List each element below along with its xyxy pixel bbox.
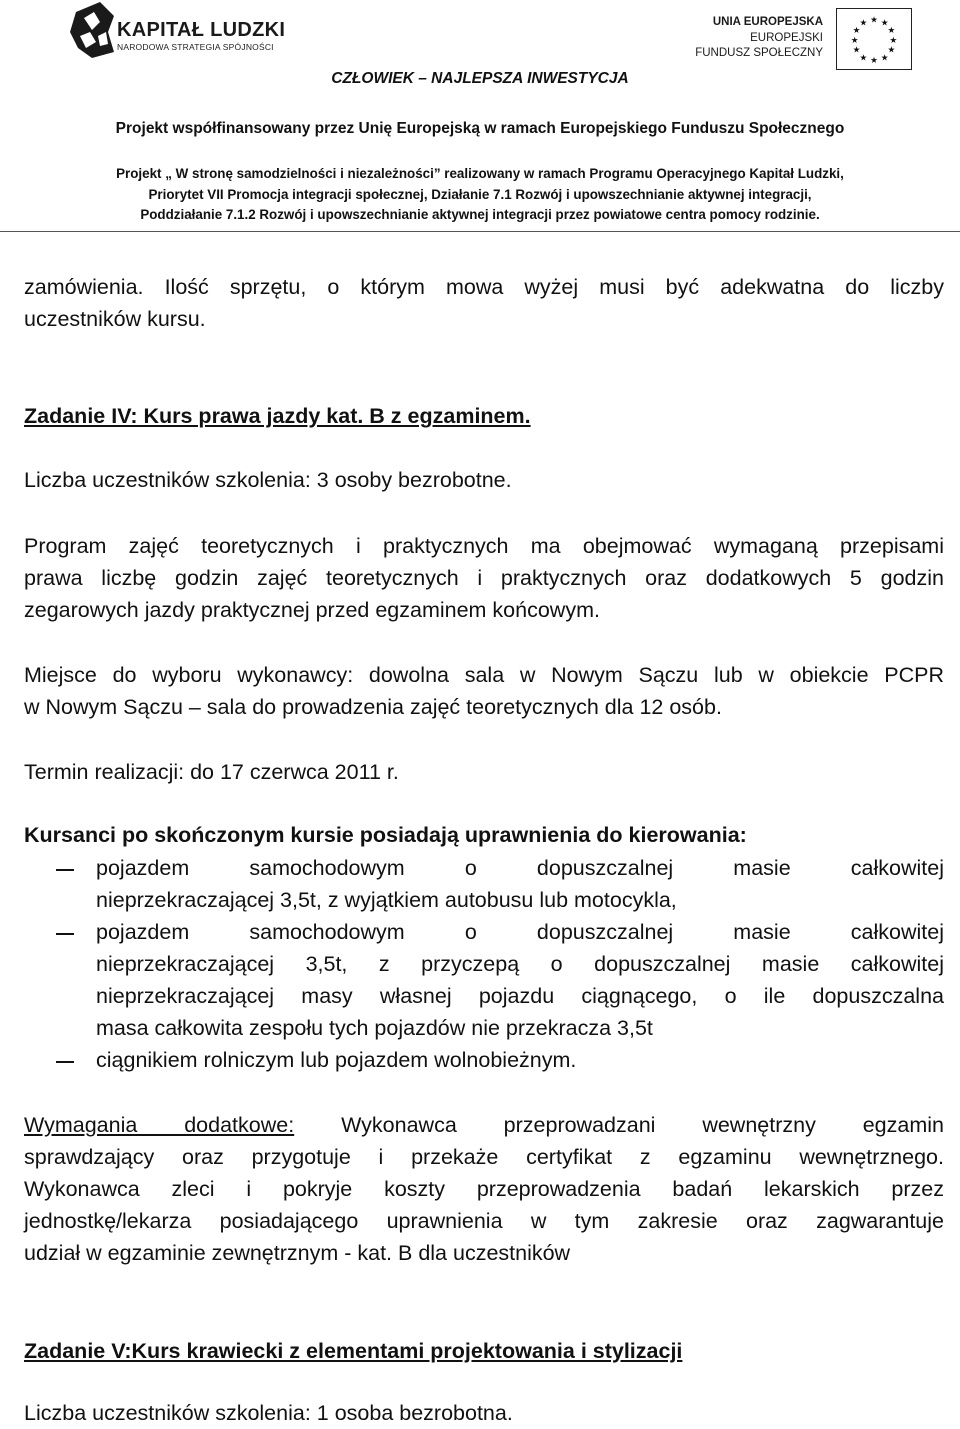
task4-program-line-3: zegarowych jazdy praktycznej przed egzaminem końcowym. (24, 598, 600, 622)
svg-text:★: ★ (852, 26, 861, 37)
header-project-line-1: Projekt „ W stronę samodzielności i niezależności” realizowany w ramach Programu Operacyjnego Kapitał Ludzki, (116, 166, 844, 181)
svg-text:★: ★ (880, 53, 889, 64)
task5-participants: Liczba uczestników szkolenia: 1 osoba bezrobotna. (24, 1401, 513, 1425)
intro-line-2: uczestników kursu. (24, 307, 206, 331)
header-project-line-3: Poddziałanie 7.1.2 Rozwój i upowszechnianie aktywnej integracji przez powiatowe centra pomocy rodzinie. (140, 207, 820, 222)
extra-requirements-line-1 (24, 1109, 944, 1141)
svg-text:★: ★ (870, 56, 878, 67)
task4-place-line-2: w Nowym Sączu – sala do prowadzenia zajęć teoretycznych dla 12 osób. (24, 695, 722, 719)
kapital-ludzki-emblem-icon (70, 2, 114, 58)
rights-item-2-line-1: pojazdem samochodowym o dopuszczalnej masie całkowitej (96, 920, 944, 944)
svg-text:★: ★ (887, 26, 896, 37)
extra-requirements-label: Wymagania dodatkowe: (24, 1113, 295, 1137)
task4-title: Zadanie IV: Kurs prawa jazdy kat. B z egzaminem. (24, 404, 531, 428)
task4-program-line-2: prawa liczbę godzin zajęć teoretycznych i praktycznych oraz dodatkowych 5 godzin (24, 566, 944, 590)
rights-item-1-line-1: pojazdem samochodowym o dopuszczalnej masie całkowitej (96, 856, 944, 880)
eu-logo (695, 8, 915, 72)
svg-text:★: ★ (887, 45, 896, 56)
extra-requirements-line-1-text: Wykonawca przeprowadzani wewnętrzny egzamin (294, 1113, 944, 1137)
list-dash (56, 869, 74, 871)
header-cofinance: Projekt współfinansowany przez Unię Europejską w ramach Europejskiego Funduszu Społecznego (115, 120, 845, 137)
eu-logo-line-1: UNIA EUROPEJSKA (712, 16, 823, 28)
extra-requirements-line-5: udział w egzaminie zewnętrznym - kat. B dla uczestników (24, 1241, 571, 1265)
eu-flag-icon (836, 8, 912, 70)
task4-rights-heading: Kursanci po skończonym kursie posiadają uprawnienia do kierowania: (24, 823, 747, 847)
header-divider (0, 231, 960, 232)
svg-text:★: ★ (859, 53, 868, 64)
logo-subtitle: NARODOWA STRATEGIA SPÓJNOŚCI (117, 42, 274, 52)
rights-item-2-line-3: nieprzekraczającej masy własnej pojazdu ciągnącego, o ile dopuszczalna (96, 984, 944, 1008)
svg-text:★: ★ (880, 18, 889, 29)
rights-item-3-line-1: ciągnikiem rolniczym lub pojazdem wolnobieżnym. (96, 1048, 577, 1072)
header-slogan: CZŁOWIEK – NAJLEPSZA INWESTYCJA (331, 70, 629, 87)
list-dash (56, 1061, 74, 1063)
task5-title: Zadanie V:Kurs krawiecki z elementami projektowania i stylizacji (24, 1339, 683, 1363)
extra-requirements-line-4: jednostkę/lekarza posiadającego uprawnienia w tym zakresie oraz zagwarantuje (24, 1209, 944, 1233)
logo-title: KAPITAŁ LUDZKI (117, 19, 286, 41)
rights-item-2-line-2: nieprzekraczającej 3,5t, z przyczepą o dopuszczalnej masie całkowitej (96, 952, 944, 976)
svg-text:★: ★ (870, 15, 878, 26)
extra-requirements-line-3: Wykonawca zleci i pokryje koszty przeprowadzenia badań lekarskich przez (24, 1177, 944, 1201)
eu-logo-line-3: FUNDUSZ SPOŁECZNY (695, 47, 823, 59)
task4-program-line-1: Program zajęć teoretycznych i praktycznych ma obejmować wymaganą przepisami (24, 534, 944, 558)
rights-item-1-line-2: nieprzekraczającej 3,5t, z wyjątkiem autobusu lub motocykla, (96, 888, 677, 912)
intro-line-1: zamówienia. Ilość sprzętu, o którym mowa wyżej musi być adekwatna do liczby (24, 275, 944, 299)
rights-item-2-line-4: masa całkowita zespołu tych pojazdów nie przekracza 3,5t (96, 1016, 653, 1040)
task4-deadline: Termin realizacji: do 17 czerwca 2011 r. (24, 760, 399, 784)
svg-text:★: ★ (850, 35, 859, 46)
document-header (0, 0, 960, 232)
kapital-ludzki-logo (62, 2, 292, 62)
eu-logo-line-2: EUROPEJSKI (750, 32, 823, 44)
task4-participants: Liczba uczestników szkolenia: 3 osoby bezrobotne. (24, 468, 512, 492)
list-dash (56, 933, 74, 935)
svg-text:★: ★ (889, 35, 898, 46)
svg-text:★: ★ (859, 18, 868, 29)
header-project-line-2: Priorytet VII Promocja integracji społecznej, Działanie 7.1 Rozwój i upowszechnianie aktywnej integracji, (148, 187, 812, 202)
svg-text:★: ★ (852, 45, 861, 56)
task4-place-line-1: Miejsce do wyboru wykonawcy: dowolna sala w Nowym Sączu lub w obiekcie PCPR (24, 663, 944, 687)
extra-requirements-line-2: sprawdzający oraz przygotuje i przekaże certyfikat z egzaminu wewnętrznego. (24, 1145, 944, 1169)
